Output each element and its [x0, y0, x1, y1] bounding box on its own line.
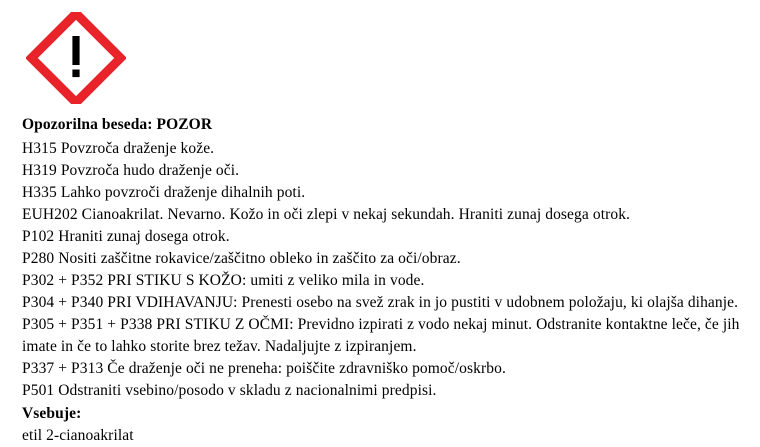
precautionary-phrase: P302 + P352 PRI STIKU S KOŽO: umiti z veliko mila in vode.	[22, 272, 425, 289]
precautionary-phrase: P102 Hraniti zunaj dosega otrok.	[22, 228, 230, 245]
hazard-phrase: H315 Povzroča draženje kože.	[22, 140, 215, 157]
exclamation-mark-icon	[26, 12, 126, 104]
contains-value: etil 2-cianoakrilat	[22, 427, 134, 444]
precautionary-phrase: P305 + P351 + P338 PRI STIKU Z OČMI: Previdno izpirati z vodo nekaj minut. Odstranite kontaktne leče, če jih imate in če to lahko storite brez težav. Nadaljujte z izpiranjem.	[22, 316, 740, 355]
signal-word-line: Opozorilna beseda: POZOR	[22, 116, 213, 133]
precautionary-phrase: P280 Nositi zaščitne rokavice/zaščitno obleko in zaščito za oči/obraz.	[22, 250, 461, 267]
label-text-block	[22, 114, 746, 447]
supplemental-phrase: EUH202 Cianoakrilat. Nevarno. Kožo in oči zlepi v nekaj sekundah. Hraniti zunaj dosega otrok.	[22, 206, 631, 223]
precautionary-phrase: P304 + P340 PRI VDIHAVANJU: Prenesti osebo na svež zrak in jo pustiti v udobnem položaju, ki olajša dihanje.	[22, 294, 739, 311]
precautionary-phrase: P501 Odstraniti vsebino/posodo v skladu z nacionalnimi predpisi.	[22, 382, 437, 399]
hazard-phrase: H319 Povzroča hudo draženje oči.	[22, 162, 240, 179]
hazard-phrase: H335 Lahko povzroči draženje dihalnih poti.	[22, 184, 306, 201]
contains-label: Vsebuje:	[22, 405, 82, 422]
ghs-pictogram-container	[26, 12, 126, 104]
precautionary-phrase: P337 + P313 Če draženje oči ne preneha: poiščite zdravniško pomoč/oskrbo.	[22, 360, 506, 377]
